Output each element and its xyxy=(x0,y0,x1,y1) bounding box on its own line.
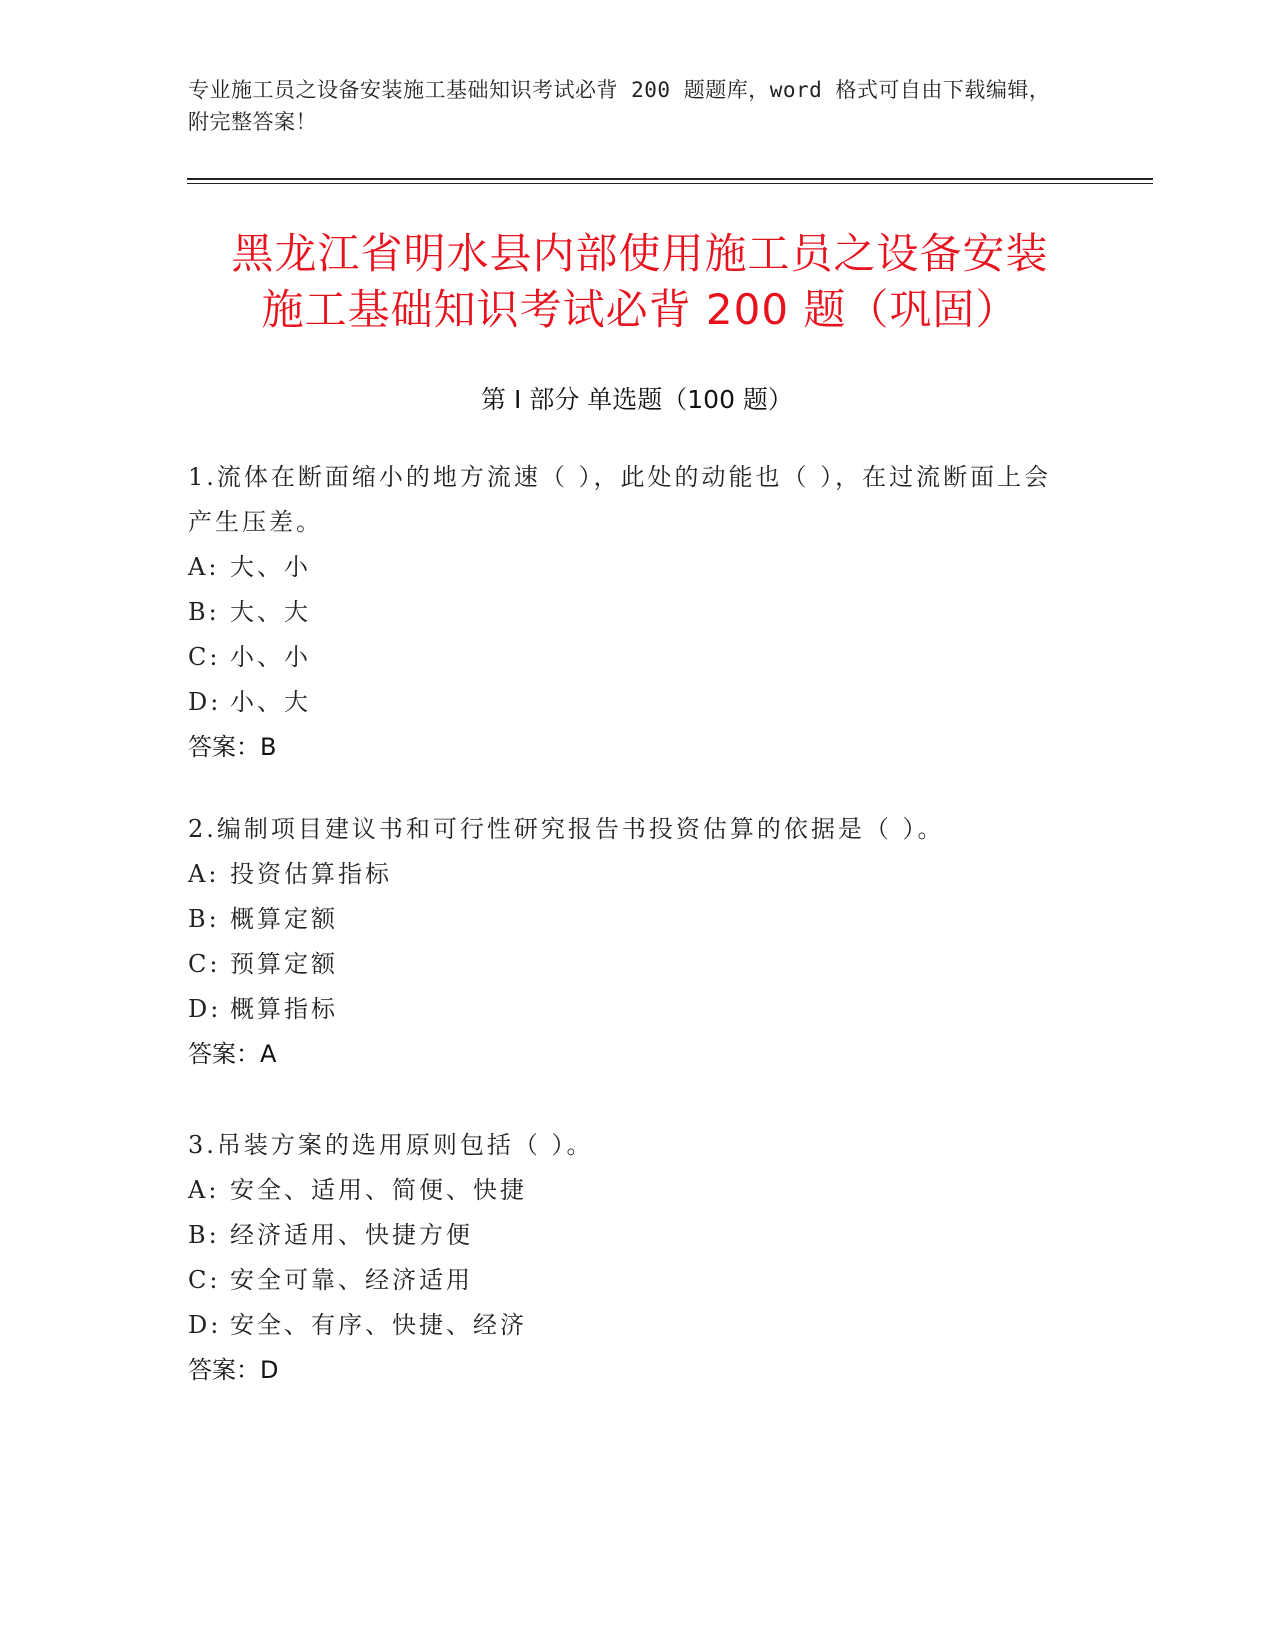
option-a xyxy=(188,852,1068,897)
option-key: C: xyxy=(188,950,221,978)
document-title-line-1: 黑龙江省明水县内部使用施工员之设备安装 xyxy=(231,229,1049,278)
answer: 答案：D xyxy=(188,1356,279,1384)
section-title: 第 I 部分 单选题（100 题） xyxy=(481,385,793,414)
question-2 xyxy=(188,807,1068,1077)
option-key: B: xyxy=(188,1221,220,1249)
option-d xyxy=(188,680,1068,725)
option-text: 预算定额 xyxy=(230,950,338,978)
question-stem: 3.吊装方案的选用原则包括（ ）。 xyxy=(188,1131,594,1159)
option-text: 安全、有序、快捷、经济 xyxy=(230,1311,527,1339)
document-title xyxy=(180,226,1100,338)
option-a xyxy=(188,1168,1068,1213)
option-text: 经济适用、快捷方便 xyxy=(230,1221,473,1249)
option-d xyxy=(188,987,1068,1032)
option-key: A: xyxy=(188,553,220,581)
option-text: 大、大 xyxy=(230,598,311,626)
option-key: C: xyxy=(188,643,221,671)
option-text: 投资估算指标 xyxy=(230,860,392,888)
answer: 答案：B xyxy=(188,733,277,761)
header-divider-thick xyxy=(187,178,1153,180)
option-text: 概算指标 xyxy=(230,995,338,1023)
option-text: 概算定额 xyxy=(230,905,338,933)
option-key: D: xyxy=(188,995,222,1023)
option-a xyxy=(188,545,1068,590)
document-title-line-2: 施工基础知识考试必背 200 题（巩固） xyxy=(261,285,1019,334)
header-divider-thin xyxy=(187,183,1153,184)
question-stem: 2.编制项目建议书和可行性研究报告书投资估算的依据是（ ）。 xyxy=(188,815,945,843)
question-3 xyxy=(188,1123,1068,1393)
option-text: 大、小 xyxy=(230,553,311,581)
option-key: B: xyxy=(188,598,220,626)
option-key: A: xyxy=(188,1176,220,1204)
option-c xyxy=(188,635,1068,680)
option-key: D: xyxy=(188,688,222,716)
option-text: 小、大 xyxy=(230,688,311,716)
option-c xyxy=(188,942,1068,987)
option-key: A: xyxy=(188,860,220,888)
answer: 答案：A xyxy=(188,1040,277,1068)
option-b xyxy=(188,1213,1068,1258)
option-key: B: xyxy=(188,905,220,933)
option-key: C: xyxy=(188,1266,221,1294)
question-1 xyxy=(188,455,1068,770)
option-c xyxy=(188,1258,1068,1303)
option-text: 安全可靠、经济适用 xyxy=(230,1266,473,1294)
option-text: 安全、适用、简便、快捷 xyxy=(230,1176,527,1204)
option-b xyxy=(188,590,1068,635)
option-b xyxy=(188,897,1068,942)
question-stem: 1.流体在断面缩小的地方流速（ ），此处的动能也（ ），在过流断面上会产生压差。 xyxy=(188,463,1052,536)
header-note: 专业施工员之设备安装施工基础知识考试必背 200 题题库，word 格式可自由下载编辑，附完整答案！ xyxy=(188,78,1051,134)
option-text: 小、小 xyxy=(230,643,311,671)
option-d xyxy=(188,1303,1068,1348)
option-key: D: xyxy=(188,1311,222,1339)
